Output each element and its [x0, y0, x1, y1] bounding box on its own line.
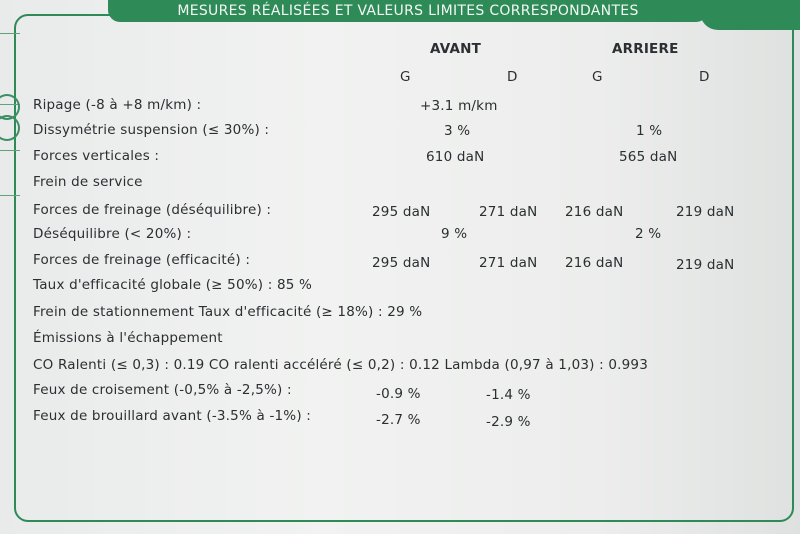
desequilibre-arriere: 2 %: [635, 226, 662, 242]
forces-freinage-deseq-avant-d: 271 daN: [479, 204, 538, 220]
forces-freinage-deseq-label: Forces de freinage (déséquilibre) :: [33, 202, 272, 218]
desequilibre-avant: 9 %: [441, 226, 468, 242]
dissymetrie-label: Dissymétrie suspension (≤ 30%) :: [33, 122, 270, 138]
co-values: CO Ralenti (≤ 0,3) : 0.19 CO ralenti accéléré (≤ 0,2) : 0.12 Lambda (0,97 à 1,03) : 0.993: [33, 357, 648, 373]
column-arriere-g: G: [592, 69, 603, 85]
ripage-label: Ripage (-8 à +8 m/km) :: [33, 97, 202, 113]
forces-freinage-eff-arriere-d: 219 daN: [676, 257, 735, 273]
taux-efficacite-globale: Taux d'efficacité globale (≥ 50%) : 85 %: [33, 277, 313, 293]
desequilibre-label: Déséquilibre (< 20%) :: [33, 226, 192, 242]
forces-freinage-eff-label: Forces de freinage (efficacité) :: [33, 252, 251, 268]
header-corner-tab: [700, 0, 800, 30]
ripage-value: +3.1 m/km: [420, 98, 498, 114]
emissions-label: Émissions à l'échappement: [33, 330, 223, 346]
forces-verticales-label: Forces verticales :: [33, 148, 160, 164]
feux-croisement-g: -0.9 %: [376, 386, 421, 402]
margin-rule: [0, 195, 20, 196]
forces-verticales-arriere: 565 daN: [619, 149, 678, 165]
margin-rule: [0, 33, 20, 34]
feux-brouillard-label: Feux de brouillard avant (-3.5% à -1%) :: [33, 408, 312, 424]
forces-freinage-deseq-avant-g: 295 daN: [372, 204, 431, 220]
feux-croisement-d: -1.4 %: [486, 387, 531, 403]
column-arriere-d: D: [699, 69, 710, 85]
feux-brouillard-d: -2.9 %: [486, 414, 531, 430]
feux-croisement-label: Feux de croisement (-0,5% à -2,5%) :: [33, 382, 292, 398]
forces-freinage-eff-avant-g: 295 daN: [372, 255, 431, 271]
column-arriere: ARRIERE: [612, 41, 679, 57]
forces-freinage-deseq-arriere-g: 216 daN: [565, 204, 624, 220]
frein-service-label: Frein de service: [33, 174, 143, 190]
dissymetrie-avant: 3 %: [444, 123, 471, 139]
forces-freinage-eff-arriere-g: 216 daN: [565, 255, 624, 271]
column-avant: AVANT: [430, 41, 482, 57]
forces-freinage-eff-avant-d: 271 daN: [479, 255, 538, 271]
margin-rule: [0, 150, 20, 151]
frein-stationnement: Frein de stationnement Taux d'efficacité (≥ 18%) : 29 %: [33, 304, 423, 320]
forces-freinage-deseq-arriere-d: 219 daN: [676, 204, 735, 220]
dissymetrie-arriere: 1 %: [636, 123, 663, 139]
column-avant-d: D: [507, 69, 518, 85]
section-header: MESURES RÉALISÉES ET VALEURS LIMITES CORRESPONDANTES: [108, 0, 708, 22]
forces-verticales-avant: 610 daN: [426, 149, 485, 165]
feux-brouillard-g: -2.7 %: [376, 412, 421, 428]
column-avant-g: G: [400, 69, 411, 85]
